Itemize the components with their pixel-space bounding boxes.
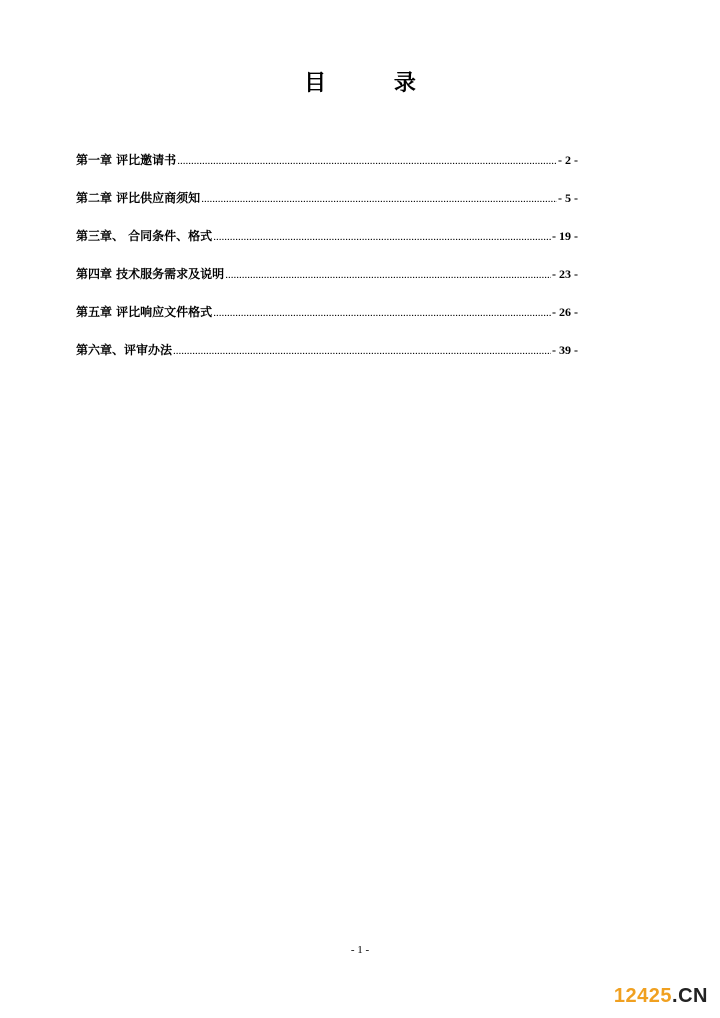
toc-entry-chapter-4[interactable]	[76, 264, 578, 302]
toc-entry-chapter-1[interactable]	[76, 150, 578, 188]
toc-entry-label: 第三章、 合同条件、格式	[76, 229, 213, 243]
toc-dot-leader	[201, 189, 557, 209]
page-title: 目 录	[304, 71, 446, 96]
table-of-contents	[76, 150, 578, 378]
toc-dot-leader	[213, 227, 551, 247]
toc-entry-label: 第一章 评比邀请书	[76, 153, 177, 167]
toc-entry-page: - 2 -	[558, 153, 578, 167]
page-number: - 1 -	[350, 944, 370, 956]
toc-entry-label: 第六章、评审办法	[76, 343, 173, 357]
toc-entry-chapter-6[interactable]	[76, 340, 578, 378]
site-watermark	[614, 985, 708, 1008]
watermark-suffix: .CN	[672, 985, 708, 1007]
toc-dot-leader	[213, 303, 551, 323]
watermark-prefix: 12425	[613, 985, 673, 1007]
toc-entry-chapter-3[interactable]	[76, 226, 578, 264]
toc-dot-leader	[173, 341, 551, 361]
toc-entry-label: 第四章 技术服务需求及说明	[76, 267, 225, 281]
toc-entry-chapter-5[interactable]	[76, 302, 578, 340]
toc-entry-page: - 23 -	[552, 267, 578, 281]
toc-entry-page: - 5 -	[558, 191, 578, 205]
toc-entry-chapter-2[interactable]	[76, 188, 578, 226]
toc-entry-label: 第五章 评比响应文件格式	[76, 305, 213, 319]
toc-entry-label: 第二章 评比供应商须知	[76, 191, 201, 205]
toc-entry-page: - 26 -	[552, 305, 578, 319]
toc-dot-leader	[225, 265, 551, 285]
toc-dot-leader	[177, 151, 557, 171]
toc-entry-page: - 39 -	[552, 343, 578, 357]
toc-entry-page: - 19 -	[552, 229, 578, 243]
